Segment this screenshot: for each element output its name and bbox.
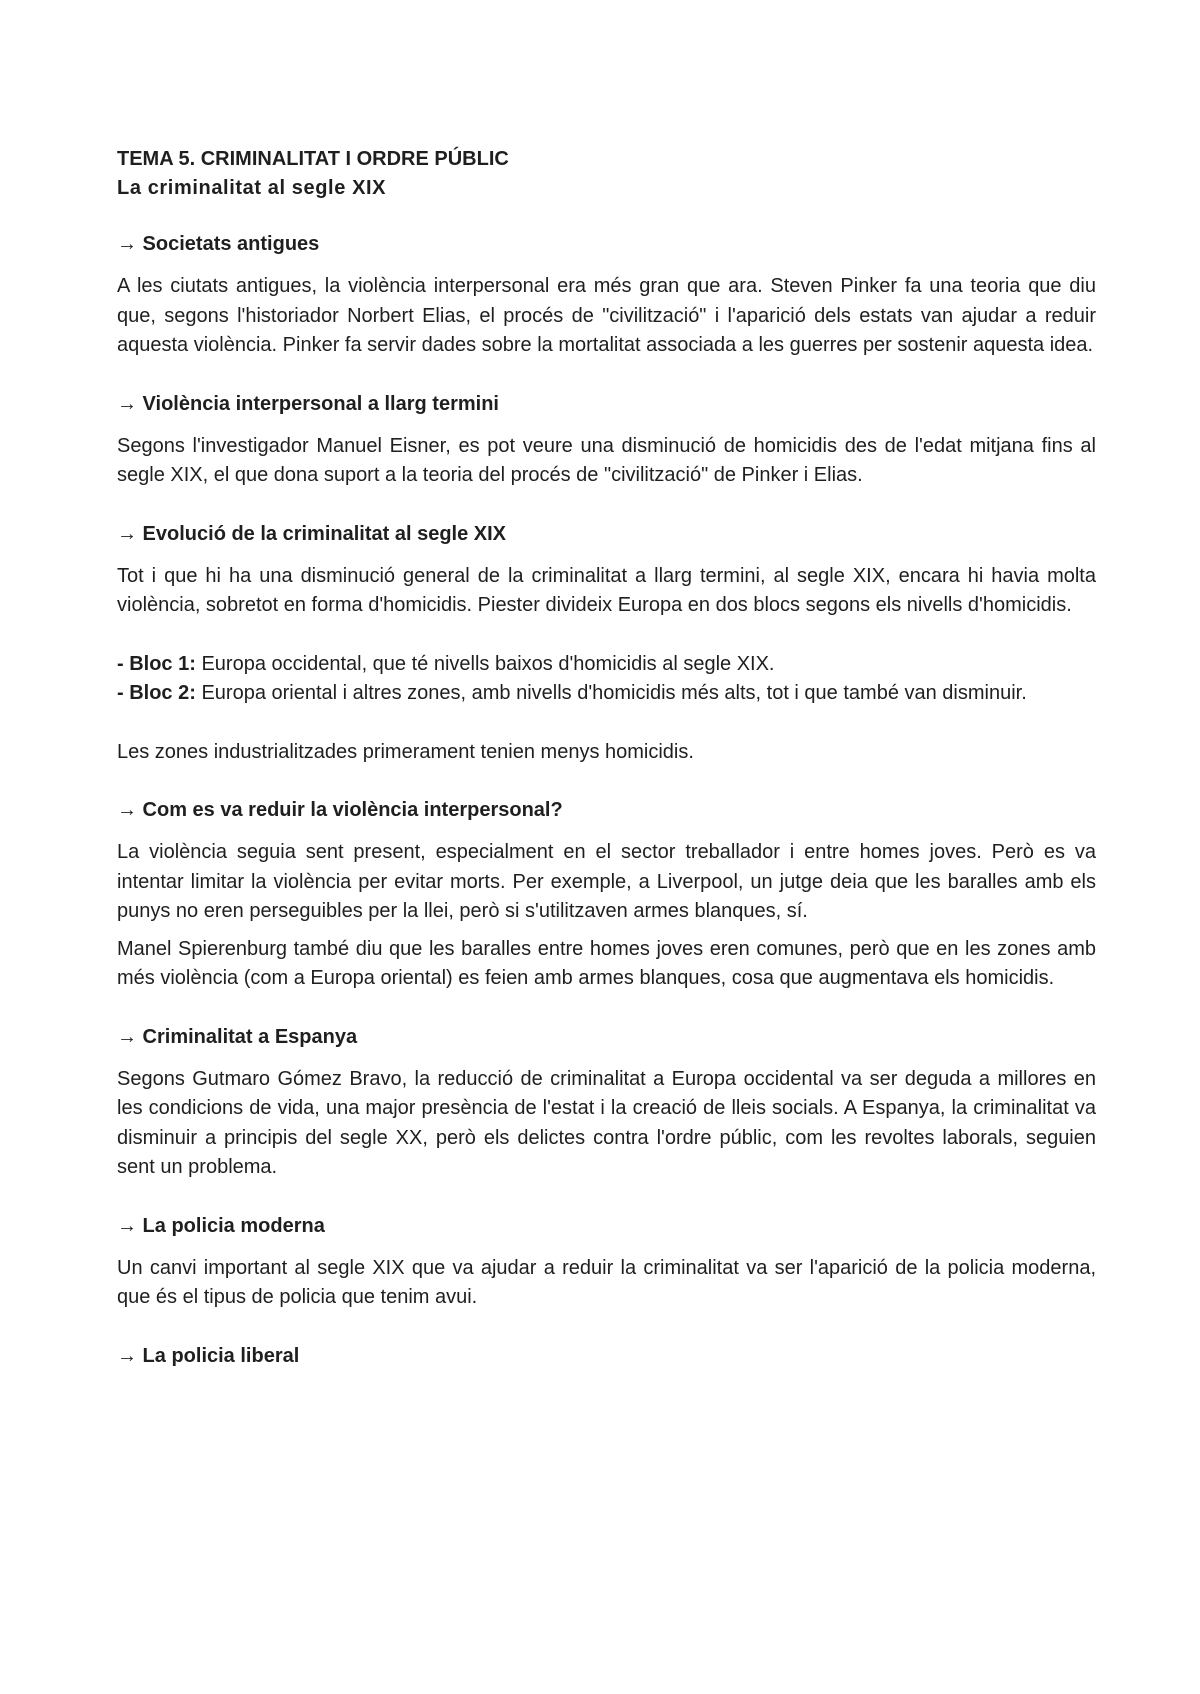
list-item — [117, 650, 1096, 680]
paragraph: Un canvi important al segle XIX que va ajudar a reduir la criminalitat va ser l'aparició de la policia moderna, que és el tipus de policia que tenim avui. — [117, 1256, 1096, 1308]
list-item-text: Europa oriental i altres zones, amb nivells d'homicidis més alts, tot i que també van disminuir. — [195, 682, 1027, 704]
paragraph: Tot i que hi ha una disminució general de la criminalitat a llarg termini, al segle XIX, encara hi havia molta violència, sobretot en forma d'homicidis. Piester divideix Europa en dos blocs segons els nivells d'homicidis. — [117, 564, 1096, 616]
paragraph: Manel Spierenburg també diu que les baralles entre homes joves eren comunes, però que en les zones amb més violència (com a Europa oriental) es feien amb armes blanques, cosa que augmentava els homicidis. — [117, 937, 1096, 989]
paragraph: Les zones industrialitzades primerament tenien menys homicidis. — [117, 740, 694, 763]
paragraph: La violència seguia sent present, especialment en el sector treballador i entre homes joves. Però es va intentar limitar la violència per evitar morts. Per exemple, a Liverpool, un jutge deia que les baralles amb els punys no eren perseguibles per la llei, però si s'utilitzaven armes blanques, sí. — [117, 841, 1096, 922]
document-subtitle: La criminalitat al segle XIX — [117, 177, 387, 199]
list-item-label: - Bloc 1: — [117, 652, 196, 675]
document-title: TEMA 5. CRIMINALITAT I ORDRE PÚBLIC — [117, 148, 509, 170]
section-heading: → Evolució de la criminalitat al segle XIX — [117, 522, 507, 545]
section-heading: → Violència interpersonal a llarg termini — [117, 392, 499, 415]
list-item-label: - Bloc 2: — [117, 682, 196, 704]
list-item-text: Europa occidental, que té nivells baixos d'homicidis al segle XIX. — [195, 652, 775, 675]
section-heading: → Com es va reduir la violència interpersonal? — [117, 799, 563, 821]
bloc-list — [117, 650, 1096, 709]
paragraph: Segons l'investigador Manuel Eisner, es pot veure una disminució de homicidis des de l'edat mitjana fins al segle XIX, el que dona suport a la teoria del procés de "civilització" de Pinker i Elias. — [117, 434, 1096, 486]
list-item — [117, 679, 1096, 709]
paragraph: Segons Gutmaro Gómez Bravo, la reducció de criminalitat a Europa occidental va ser deguda a millores en les condicions de vida, una major presència de l'estat i la creació de lleis socials. A Espanya, la criminalitat va disminuir a principis del segle XX, però els delictes contra l'ordre públic, com les revoltes laborals, seguien sent un problema. — [117, 1067, 1096, 1178]
section-heading: → La policia liberal — [117, 1344, 300, 1367]
section-heading: → Criminalitat a Espanya — [117, 1025, 358, 1048]
paragraph: A les ciutats antigues, la violència interpersonal era més gran que ara. Steven Pinker fa una teoria que diu que, segons l'historiador Norbert Elias, el procés de "civilització" i l'aparició dels estats van ajudar a reduir aquesta violència. Pinker fa servir dades sobre la mortalitat associada a les guerres per sostenir aquesta idea. — [117, 275, 1096, 356]
section-heading: → La policia moderna — [117, 1214, 325, 1237]
section-heading: → Societats antigues — [117, 233, 320, 255]
